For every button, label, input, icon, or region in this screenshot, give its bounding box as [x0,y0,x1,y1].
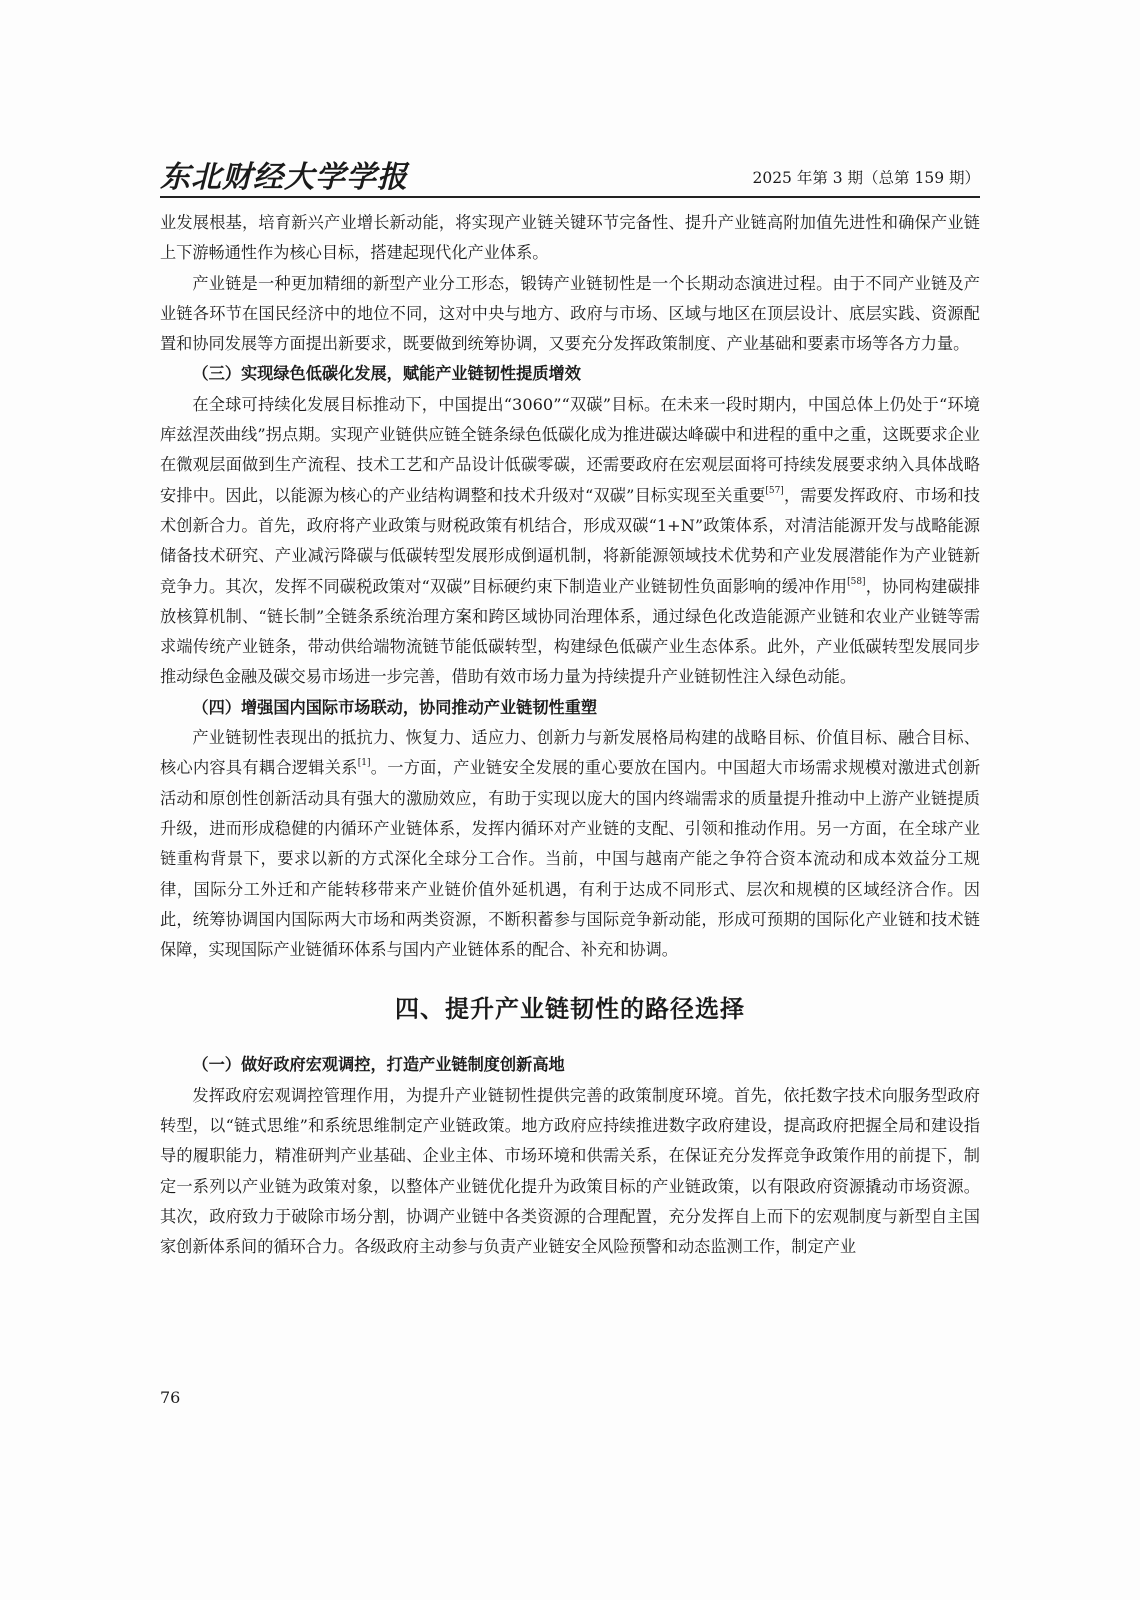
paragraph-government-control: 发挥政府宏观调控管理作用，为提升产业链韧性提供完善的政策制度环境。首先，依托数字技术向服务型政府转型，以“链式思维”和系统思维制定产业链政策。地方政府应持续推进数字政府建设，提高政府把握全局和建设指导的履职能力，精准研判产业基础、企业主体、市场环境和供需关系，在保证充分发挥竞争政策作用的前提下，制定一系列以产业链为政策对象，以整体产业链优化提升为政策目标的产业链政策，以有限政府资源撬动市场资源。其次，政府致力于破除市场分割，协调产业链中各类资源的合理配置，充分发挥自上而下的宏观制度与新型自主国家创新体系间的循环合力。各级政府主动参与负责产业链安全风险预警和动态监测工作，制定产业 [160,1085,980,1257]
subheading-green-lowcarbon: （三）实现绿色低碳化发展，赋能产业链韧性提质增效 [192,364,581,384]
paragraph-text: 产业链韧性表现出的抵抗力、恢复力、适应力、创新力与新发展格局构建的战略目标、价值目标、融合目标、核心内容具有耦合逻辑关系 [160,728,980,778]
journal-name: 东北财经大学学报 [160,160,408,195]
paragraph-market-linkage [160,723,980,965]
citation-1: [1] [357,758,371,769]
paragraph-text: ，协同构建碳排放核算机制、“链长制”全链条系统治理方案和跨区域协同治理体系，通过绿色化改造能源产业链和农业产业链等需求端传统产业链条，带动供给端物流链节能低碳转型，构建绿色低碳产业生态体系。此外，产业低碳转型发展同步推动绿色金融及碳交易市场进一步完善，借助有效市场力量为持续提升产业链韧性注入绿色动能。 [160,576,980,687]
paragraph-text: ，需要发挥政府、市场和技术创新合力。首先，政府将产业政策与财税政策有机结合，形成双碳“1+N”政策体系，对清洁能源开发与战略能源储备技术研究、产业减污降碳与低碳转型发展形成倒逼机制，将新能源领域技术优势和产业发展潜能作为产业链新竞争力。其次，发挥不同碳税政策对“双碳”目标硬约束下制造业产业链韧性负面影响的缓冲作用 [160,485,980,596]
paragraph-industry-chain: 产业链是一种更加精细的新型产业分工形态，锻铸产业链韧性是一个长期动态演进过程。由于不同产业链及产业链各环节在国民经济中的地位不同，这对中央与地方、政府与市场、区域与地区在顶层设计、底层实践、资源配置和协同发展等方面提出新要求，既要做到统筹协调，又要充分发挥政策制度、产业基础和要素市场等各方力量。 [160,273,980,354]
article-body [160,208,980,1263]
issue-info: 2025 年第 3 期（总第 159 期） [752,169,980,187]
running-header [160,150,980,198]
paragraph-text: 在全球可持续化发展目标推动下，中国提出“3060”“双碳”目标。在未来一段时期内，中国总体上仍处于“环境库兹涅茨曲线”拐点期。实现产业链供应链全链条绿色低碳化成为推进碳达峰碳中和进程的重中之重，这既要求企业在微观层面做到生产流程、技术工艺和产品设计低碳零碳，还需要政府在宏观层面将可持续发展要求纳入具体战略安排中。因此，以能源为核心的产业结构调整和技术升级对“双碳”目标实现至关重要 [160,394,980,505]
citation-58: [58] [847,576,866,587]
paragraph-text: 。一方面，产业链安全发展的重心要放在国内。中国超大市场需求规模对激进式创新活动和原创性创新活动具有强大的激励效应，有助于实现以庞大的国内终端需求的质量提升推动中上游产业链提质升级，进而形成稳健的内循环产业链体系，发挥内循环对产业链的支配、引领和推动作用。另一方面，在全球产业链重构背景下，要求以新的方式深化全球分工合作。当前，中国与越南产能之争符合资本流动和成本效益分工规律，国际分工外迁和产能转移带来产业链价值外延机遇，有利于达成不同形式、层次和规模的区域经济合作。因此，统筹协调国内国际两大市场和两类资源，不断积蓄参与国际竞争新动能，形成可预期的国际化产业链和技术链保障，实现国际产业链循环体系与国内产业链体系的配合、补充和协调。 [160,758,981,960]
citation-57: [57] [765,485,784,496]
page-number: 76 [160,1388,181,1407]
paragraph-green-lowcarbon [160,390,980,693]
section-title: 四、提升产业链韧性的路径选择 [395,995,745,1024]
subheading-market-linkage: （四）增强国内国际市场联动，协同推动产业链韧性重塑 [192,697,598,717]
subheading-government-control: （一）做好政府宏观调控，打造产业链制度创新高地 [192,1055,565,1075]
paragraph-continued: 业发展根基，培育新兴产业增长新动能，将实现产业链关键环节完备性、提升产业链高附加值先进性和确保产业链上下游畅通性作为核心目标，搭建起现代化产业体系。 [160,213,980,263]
